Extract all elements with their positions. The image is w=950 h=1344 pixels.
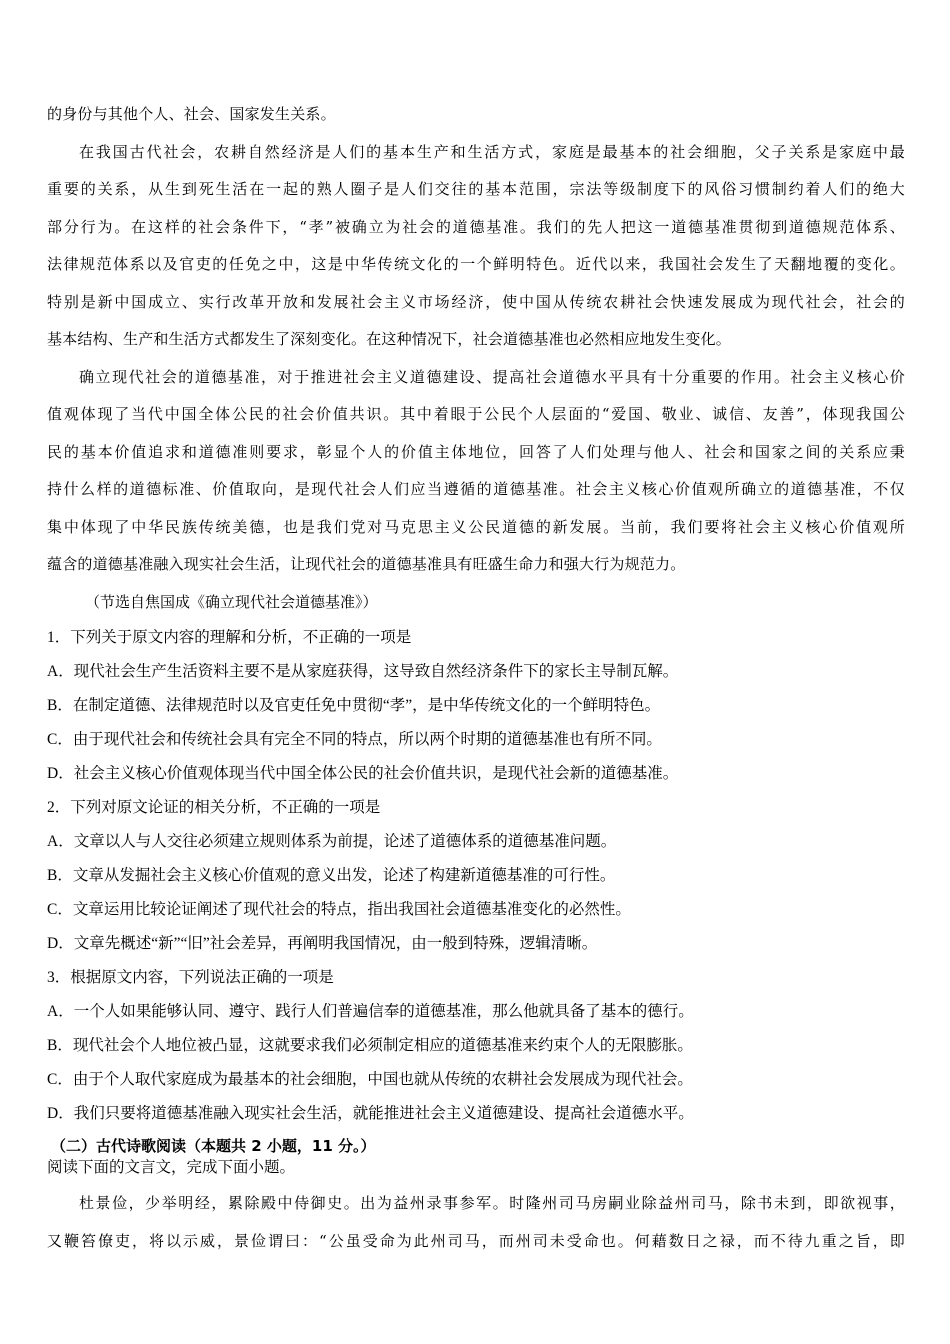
passage-paragraph-1 [47,134,905,359]
text-line: 的身份与其他个人、社会、国家发生关系。 [47,105,336,123]
text-line: 集中体现了中华民族传统美德，也是我们党对马克思主义公民道德的新发展。当前，我们要将社会主义核心价值观所 [47,517,905,536]
option-b: B．现代社会个人地位被凸显，这就要求我们必须制定相应的道德基准来约束个人的无限膨胀。 [47,1037,693,1054]
text-line: 民的基本价值追求和道德准则要求，彰显个人的价值主体地位，回答了人们处理与他人、社会和国家之间的关系应秉 [47,442,905,461]
option-c: C．由于现代社会和传统社会具有完全不同的特点，所以两个时期的道德基准也有所不同。 [47,731,662,748]
option-a: A．现代社会生产生活资料主要不是从家庭获得，这导致自然经济条件下的家长主导制瓦解。 [47,663,679,680]
text-line: 基本结构、生产和生活方式都发生了深刻变化。在这种情况下，社会道德基准也必然相应地发生变化。 [47,330,732,348]
section-heading: （二）古代诗歌阅读（本题共 2 小题，11 分。） [51,1137,376,1155]
option-c: C．文章运用比较论证阐述了现代社会的特点，指出我国社会道德基准变化的必然性。 [47,901,631,918]
text-line: 持什么样的道德标准、价值取向，是现代社会人们应当遵循的道德基准。社会主义核心价值观所确立的道德基准，不仅 [47,480,905,498]
question-stem: 1．下列关于原文内容的理解和分析，不正确的一项是 [47,629,412,646]
option-a: A．一个人如果能够认同、遵守、践行人们普遍信奉的道德基准，那么他就具备了基本的德行。 [47,1003,694,1020]
option-a: A．文章以人与人交往必须建立规则体系为前提，论述了道德体系的道德基准问题。 [47,833,617,850]
option-d: D．社会主义核心价值观体现当代中国全体公民的社会价值共识，是现代社会新的道德基准。 [47,765,679,782]
option-d: D．文章先概述“新”“旧”社会差异，再阐明我国情况，由一般到特殊，逻辑清晰。 [47,935,598,952]
question-3 [47,961,905,1131]
passage-source: （节选自焦国成《确立现代社会道德基准》） [85,592,378,611]
passage-paragraph-2 [47,359,905,584]
question-stem: 3．根据原文内容，下列说法正确的一项是 [47,969,334,986]
text-line: 部分行为。在这样的社会条件下，“孝”被确立为社会的道德基准。我们的先人把这一道德基准贯彻到道德规范体系、 [47,217,905,236]
option-c: C．由于个人取代家庭成为最基本的社会细胞，中国也就从传统的农耕社会发展成为现代社会。 [47,1071,693,1088]
text-line: 在我国古代社会，农耕自然经济是人们的基本生产和生活方式，家庭是最基本的社会细胞，父子关系是家庭中最 [79,142,905,161]
text-line: 值观体现了当代中国全体公民的社会价值共识。其中着眼于公民个人层面的“爱国、敬业、诚信、友善”，体现我国公 [47,405,905,423]
passage-paragraph-0 [47,96,905,134]
question-stem: 2．下列对原文论证的相关分析，不正确的一项是 [47,799,381,816]
classical-passage [47,1185,905,1260]
text-line: 蕴含的道德基准融入现实社会生活，让现代社会的道德基准具有旺盛生命力和强大行为规范力。 [47,555,686,573]
option-b: B．文章从发掘社会主义核心价值观的意义出发，论述了构建新道德基准的可行性。 [47,867,616,884]
question-1 [47,621,905,791]
text-line: 确立现代社会的道德基准，对于推进社会主义道德建设、提高社会道德水平具有十分重要的作用。社会主义核心价 [79,367,905,386]
text-line: 杜景俭，少举明经，累除殿中侍御史。出为益州录事参军。时隆州司马房嗣业除益州司马，除书未到，即欲视事， [79,1194,905,1212]
option-d: D．我们只要将道德基准融入现实社会生活，就能推进社会主义道德建设、提高社会道德水平。 [47,1105,694,1122]
option-b: B．在制定道德、法律规范时以及官吏任免中贯彻“孝”，是中华传统文化的一个鲜明特色。 [47,697,661,714]
question-2 [47,791,905,961]
text-line: 又鞭笞僚吏，将以示威，景俭谓曰：“公虽受命为此州司马，而州司未受命也。何藉数日之禄，而不待九重之旨，即 [47,1231,905,1250]
text-line: 特别是新中国成立、实行改革开放和发展社会主义市场经济，使中国从传统农耕社会快速发展成为现代社会，社会的 [47,292,905,311]
text-line: 法律规范体系以及官吏的任免之中，这是中华传统文化的一个鲜明特色。近代以来，我国社会发生了天翻地覆的变化。 [47,255,905,273]
section-instruction: 阅读下面的文言文，完成下面小题。 [47,1159,296,1176]
text-line: 重要的关系，从生到死生活在一起的熟人圈子是人们交往的基本范围，宗法等级制度下的风俗习惯制约着人们的绝大 [47,180,905,198]
exam-content [47,96,905,1260]
